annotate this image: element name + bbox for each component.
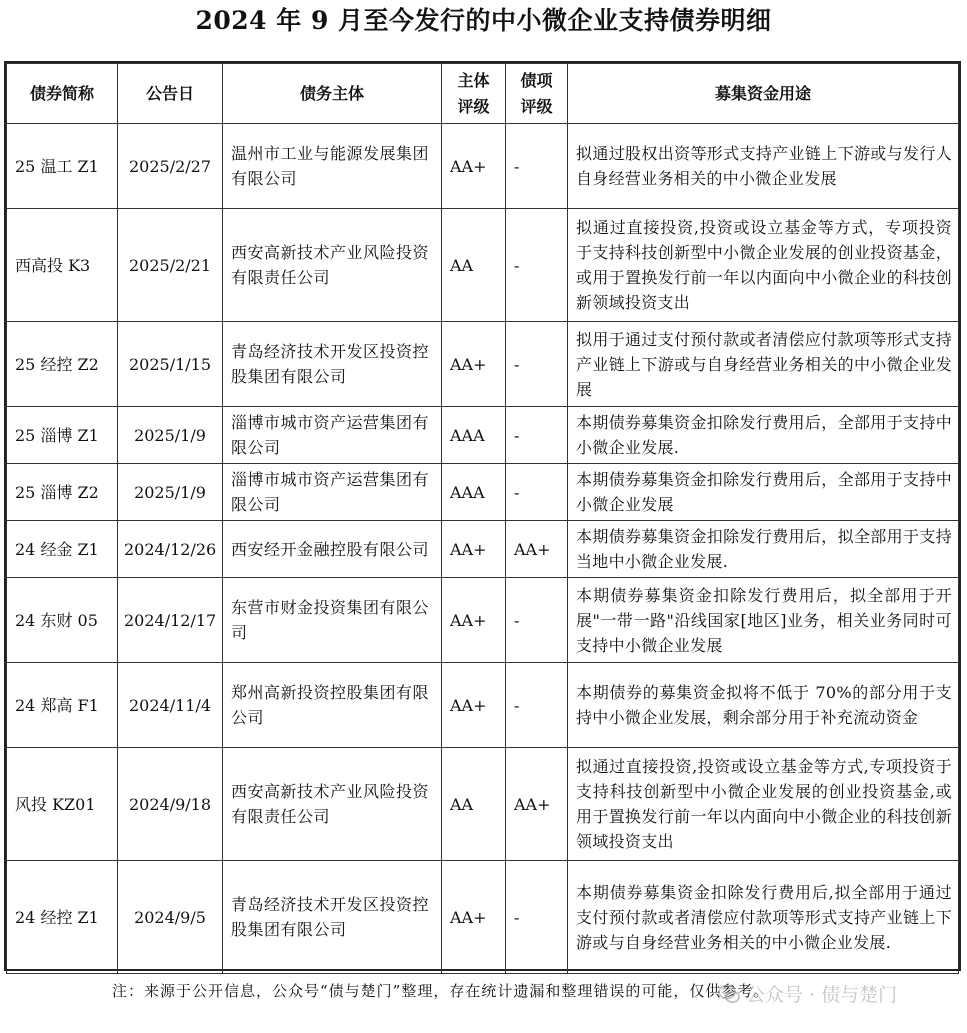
announce-date-cell: 2024/12/17 — [118, 578, 223, 663]
fund-use-cell: 拟通过直接投资,投资或设立基金等方式,专项投资于支持科技创新型中小微企业发展的创业投资基金,或用于置换发行前一年以内面向中小微企业的科技创新领域投资支出 — [568, 748, 959, 861]
issuer-rating-cell: AA — [442, 209, 506, 322]
issuer-cell: 西安高新技术产业风险投资有限责任公司 — [223, 748, 442, 861]
issuer-cell: 西安高新技术产业风险投资有限责任公司 — [223, 209, 442, 322]
fund-use-cell: 拟用于通过支付预付款或者清偿应付款项等形式支持产业链上下游或与自身经营业务相关的中小微企业发展 — [568, 322, 959, 407]
watermark — [718, 980, 897, 1007]
issuer-rating-cell: AA — [442, 748, 506, 861]
bond-table-frame — [4, 61, 961, 971]
bond-name-cell: 24 郑高 F1 — [7, 663, 118, 748]
bond-name-cell: 西高投 K3 — [7, 209, 118, 322]
bond-table-body — [7, 124, 959, 974]
header-bond-rating: 债项 评级 — [506, 64, 568, 124]
bond-rating-cell: - — [506, 407, 568, 464]
issuer-cell: 郑州高新投资控股集团有限公司 — [223, 663, 442, 748]
bond-rating-cell: AA+ — [506, 748, 568, 861]
bond-rating-cell: AA+ — [506, 521, 568, 578]
fund-use-cell: 本期债券募集资金扣除发行费用后，拟全部用于支持当地中小微企业发展. — [568, 521, 959, 578]
header-date: 公告日 — [118, 64, 223, 124]
announce-date-cell: 2025/1/9 — [118, 464, 223, 521]
bond-name-cell: 25 淄博 Z1 — [7, 407, 118, 464]
fund-use-cell: 本期债券募集资金扣除发行费用后，拟全部用于开展"一带一路"沿线国家[地区]业务，相关业务同时可支持中小微企业发展 — [568, 578, 959, 663]
issuer-rating-cell: AA+ — [442, 322, 506, 407]
announce-date-cell: 2025/2/21 — [118, 209, 223, 322]
announce-date-cell: 2025/1/15 — [118, 322, 223, 407]
issuer-rating-cell: AA+ — [442, 521, 506, 578]
bond-name-cell: 25 经控 Z2 — [7, 322, 118, 407]
bond-name-cell: 24 经控 Z1 — [7, 861, 118, 974]
bond-rating-cell: - — [506, 578, 568, 663]
fund-use-cell: 拟通过股权出资等形式支持产业链上下游或与发行人自身经营业务相关的中小微企业发展 — [568, 124, 959, 209]
bond-name-cell: 风投 KZ01 — [7, 748, 118, 861]
footnote: 注：来源于公开信息，公众号“债与楚门”整理，存在统计遗漏和整理错误的可能，仅供参考。 — [112, 982, 770, 1000]
table-row — [7, 124, 959, 209]
issuer-cell: 淄博市城市资产运营集团有限公司 — [223, 464, 442, 521]
page-title: 2024 年 9 月至今发行的中小微企业支持债券明细 — [195, 6, 772, 35]
issuer-cell: 青岛经济技术开发区投资控股集团有限公司 — [223, 322, 442, 407]
bond-rating-cell: - — [506, 322, 568, 407]
header-use: 募集资金用途 — [568, 64, 959, 124]
issuer-rating-cell: AAA — [442, 407, 506, 464]
header-issuer-rating: 主体 评级 — [442, 64, 506, 124]
wechat-icon — [718, 983, 740, 1005]
issuer-cell: 温州市工业与能源发展集团有限公司 — [223, 124, 442, 209]
table-row — [7, 209, 959, 322]
table-row — [7, 521, 959, 578]
header-issuer: 债务主体 — [223, 64, 442, 124]
fund-use-cell: 本期债券的募集资金拟将不低于 70%的部分用于支持中小微企业发展，剩余部分用于补充流动资金 — [568, 663, 959, 748]
bond-rating-cell: - — [506, 209, 568, 322]
announce-date-cell: 2025/2/27 — [118, 124, 223, 209]
issuer-cell: 青岛经济技术开发区投资控股集团有限公司 — [223, 861, 442, 974]
fund-use-cell: 拟通过直接投资,投资或设立基金等方式，专项投资于支持科技创新型中小微企业发展的创业投资基金，或用于置换发行前一年以内面向中小微企业的科技创新领域投资支出 — [568, 209, 959, 322]
bond-table — [6, 63, 959, 974]
bond-name-cell: 25 温工 Z1 — [7, 124, 118, 209]
table-row — [7, 861, 959, 974]
issuer-cell: 西安经开金融控股有限公司 — [223, 521, 442, 578]
table-row — [7, 322, 959, 407]
fund-use-cell: 本期债券募集资金扣除发行费用后，全部用于支持中小微企业发展 — [568, 464, 959, 521]
issuer-rating-cell: AA+ — [442, 124, 506, 209]
watermark-text: 公众号 · 债与楚门 — [746, 984, 898, 1006]
issuer-rating-cell: AA+ — [442, 861, 506, 974]
announce-date-cell: 2024/9/18 — [118, 748, 223, 861]
fund-use-cell: 本期债券募集资金扣除发行费用后，全部用于支持中小微企业发展. — [568, 407, 959, 464]
table-row — [7, 748, 959, 861]
bond-rating-cell: - — [506, 464, 568, 521]
table-row — [7, 464, 959, 521]
announce-date-cell: 2024/11/4 — [118, 663, 223, 748]
announce-date-cell: 2025/1/9 — [118, 407, 223, 464]
issuer-cell: 淄博市城市资产运营集团有限公司 — [223, 407, 442, 464]
issuer-rating-cell: AA+ — [442, 663, 506, 748]
bond-rating-cell: - — [506, 861, 568, 974]
issuer-rating-cell: AAA — [442, 464, 506, 521]
bond-name-cell: 24 东财 05 — [7, 578, 118, 663]
bond-name-cell: 25 淄博 Z2 — [7, 464, 118, 521]
fund-use-cell: 本期债券募集资金扣除发行费用后,拟全部用于通过支付预付款或者清偿应付款项等形式支持产业链上下游或与自身经营业务相关的中小微企业发展. — [568, 861, 959, 974]
table-row — [7, 663, 959, 748]
bond-name-cell: 24 经金 Z1 — [7, 521, 118, 578]
bond-rating-cell: - — [506, 124, 568, 209]
table-row — [7, 407, 959, 464]
issuer-rating-cell: AA+ — [442, 578, 506, 663]
issuer-cell: 东营市财金投资集团有限公司 — [223, 578, 442, 663]
header-name: 债券简称 — [7, 64, 118, 124]
announce-date-cell: 2024/12/26 — [118, 521, 223, 578]
announce-date-cell: 2024/9/5 — [118, 861, 223, 974]
bond-rating-cell: - — [506, 663, 568, 748]
table-row — [7, 578, 959, 663]
